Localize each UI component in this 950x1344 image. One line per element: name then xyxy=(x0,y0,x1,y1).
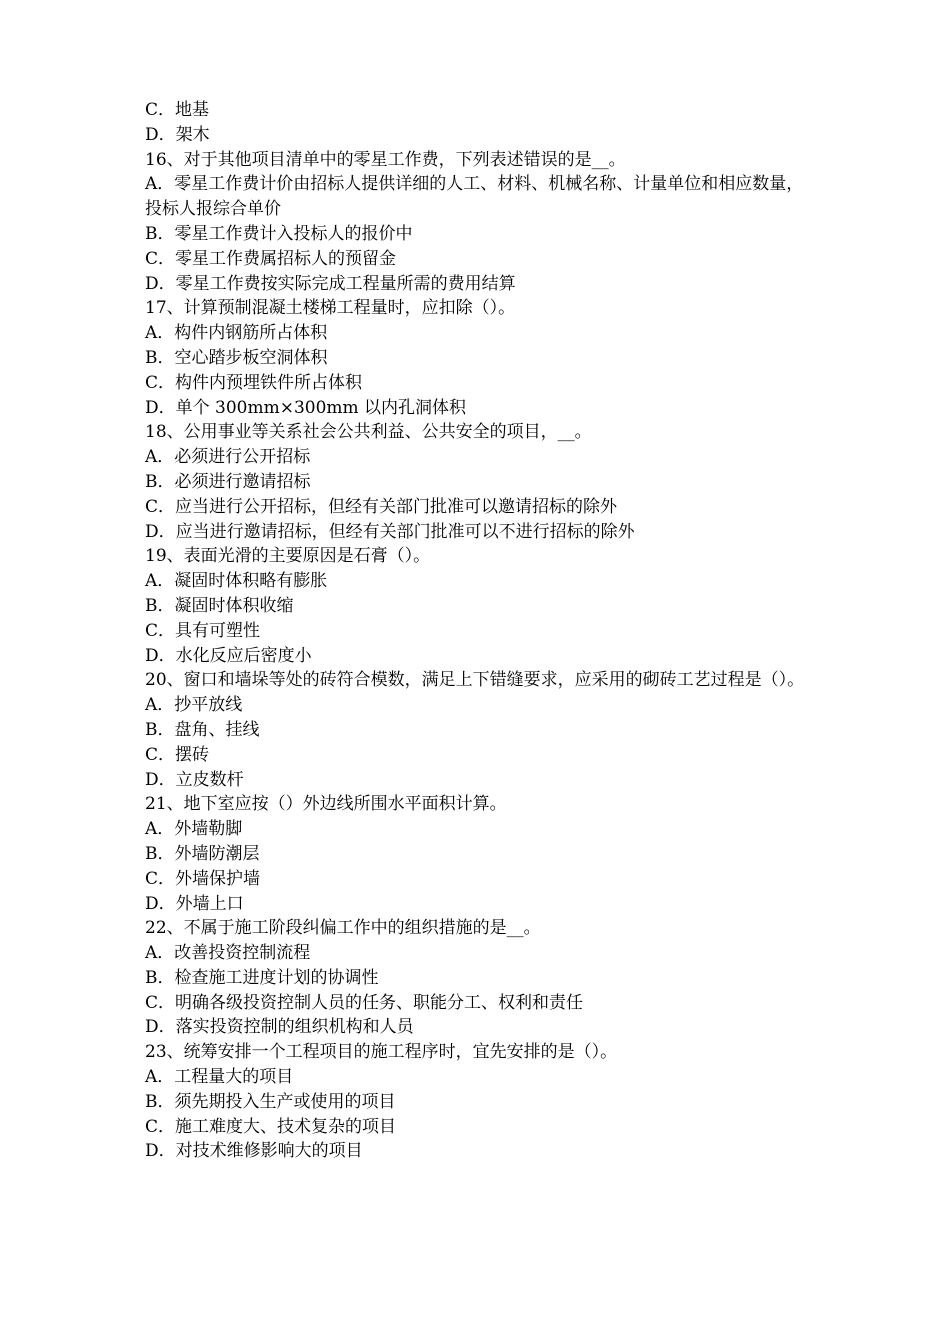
option-line: C．构件内预埋铁件所占体积 xyxy=(145,372,363,393)
question-18: 18、公用事业等关系社会公共利益、公共安全的项目，__。 xyxy=(145,422,592,443)
option-line: B．必须进行邀请招标 xyxy=(145,471,311,492)
option-line: A．零星工作费计价由招标人提供详细的人工、材料、机械名称、计量单位和相应数量，投标人报综合单价 xyxy=(145,174,804,220)
option-line: C．摆砖 xyxy=(145,744,210,765)
option-line: B．凝固时体积收缩 xyxy=(145,595,294,616)
option-line: B．检查施工进度计划的协调性 xyxy=(145,967,379,988)
option-line: D．落实投资控制的组织机构和人员 xyxy=(145,1017,414,1038)
question-17: 17、计算预制混凝土楼梯工程量时，应扣除（）。 xyxy=(145,298,516,319)
option-line: B．空心踏步板空洞体积 xyxy=(145,347,328,368)
option-line: C．零星工作费属招标人的预留金 xyxy=(145,248,397,269)
question-16: 16、对于其他项目清单中的零星工作费，下列表述错误的是__。 xyxy=(145,149,626,170)
option-line: A．必须进行公开招标 xyxy=(145,447,311,468)
option-line: D．应当进行邀请招标，但经有关部门批准可以不进行招标的除外 xyxy=(145,521,635,542)
option-line: D．对技术维修影响大的项目 xyxy=(145,1141,363,1162)
option-line: A．外墙勒脚 xyxy=(145,819,243,840)
option-line: D．架木 xyxy=(145,124,210,145)
option-line: C．地基 xyxy=(145,100,210,120)
option-line: B．须先期投入生产或使用的项目 xyxy=(145,1091,396,1112)
option-line: A．改善投资控制流程 xyxy=(145,943,311,964)
question-19: 19、表面光滑的主要原因是石膏（）。 xyxy=(145,546,431,567)
option-line: B．零星工作费计入投标人的报价中 xyxy=(145,223,413,244)
option-line: C．外墙保护墙 xyxy=(145,868,261,889)
question-20: 20、窗口和墙垛等处的砖符合模数，满足上下错缝要求，应采用的砌砖工艺过程是（）。 xyxy=(145,670,805,691)
option-line: A．凝固时体积略有膨胀 xyxy=(145,571,328,592)
option-line: B．外墙防潮层 xyxy=(145,843,260,864)
option-line: A．工程量大的项目 xyxy=(145,1067,294,1088)
option-line: A．抄平放线 xyxy=(145,695,243,716)
option-line: D．立皮数杆 xyxy=(145,769,244,790)
option-line: C．具有可塑性 xyxy=(145,620,261,641)
option-line: D．水化反应后密度小 xyxy=(145,645,312,666)
option-line: B．盘角、挂线 xyxy=(145,719,260,740)
question-22: 22、不属于施工阶段纠偏工作中的组织措施的是__。 xyxy=(145,918,541,939)
option-line: C．施工难度大、技术复杂的项目 xyxy=(145,1116,397,1137)
option-line: D．外墙上口 xyxy=(145,893,244,914)
question-21: 21、地下室应按（）外边线所围水平面积计算。 xyxy=(145,794,507,815)
option-line: A．构件内钢筋所占体积 xyxy=(145,323,328,344)
option-line: C．明确各级投资控制人员的任务、职能分工、权利和责任 xyxy=(145,992,584,1013)
option-line: D．零星工作费按实际完成工程量所需的费用结算 xyxy=(145,273,516,294)
option-line: C．应当进行公开招标，但经有关部门批准可以邀请招标的除外 xyxy=(145,496,618,517)
question-23: 23、统筹安排一个工程项目的施工程序时，宜先安排的是（）。 xyxy=(145,1042,618,1063)
option-line: D．单个 300mm×300mm 以内孔洞体积 xyxy=(145,397,467,418)
document-body xyxy=(145,98,815,1164)
